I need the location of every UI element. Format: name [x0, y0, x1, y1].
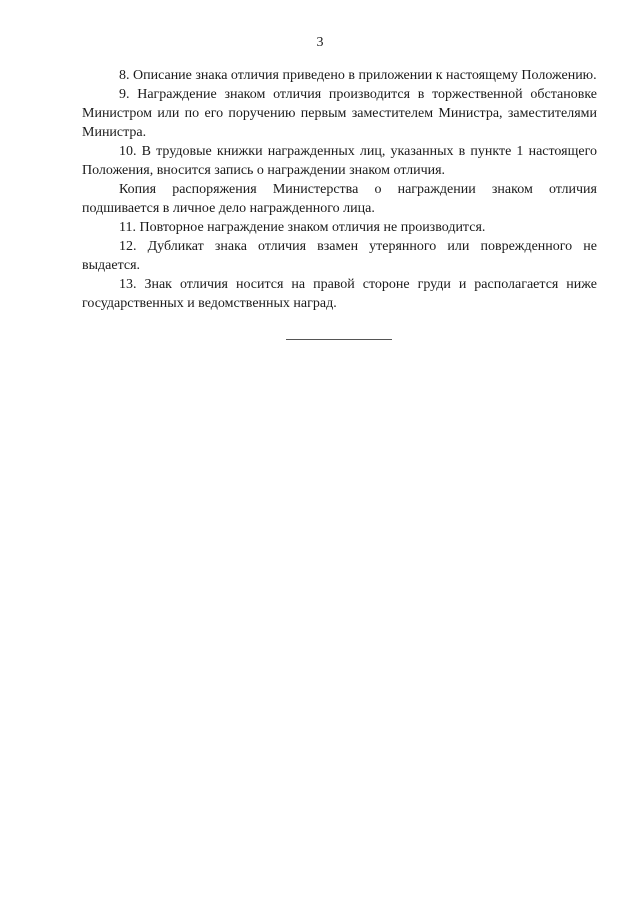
paragraph-10: 10. В трудовые книжки награжденных лиц, указанных в пункте 1 настоящего Положения, вносится запись о награждении знаком отличия. [82, 144, 597, 178]
paragraph-11: 11. Повторное награждение знаком отличия не производится. [119, 220, 486, 235]
paragraph-13: 13. Знак отличия носится на правой стороне груди и располагается ниже государственных и ведомственных наград. [82, 277, 597, 311]
document-body [82, 66, 597, 313]
paragraph-10-copy: Копия распоряжения Министерства о награждении знаком отличия подшивается в личное дело награжденного лица. [82, 182, 597, 216]
end-separator-line [286, 339, 392, 340]
paragraph-8: 8. Описание знака отличия приведено в приложении к настоящему Положению. [119, 68, 597, 83]
paragraph-9: 9. Награждение знаком отличия производится в торжественной обстановке Министром или по его поручению первым заместителем Министра, заместителями Министра. [82, 87, 597, 140]
paragraph-12: 12. Дубликат знака отличия взамен утерянного или поврежденного не выдается. [82, 239, 597, 273]
page-number: 3 [316, 35, 324, 50]
